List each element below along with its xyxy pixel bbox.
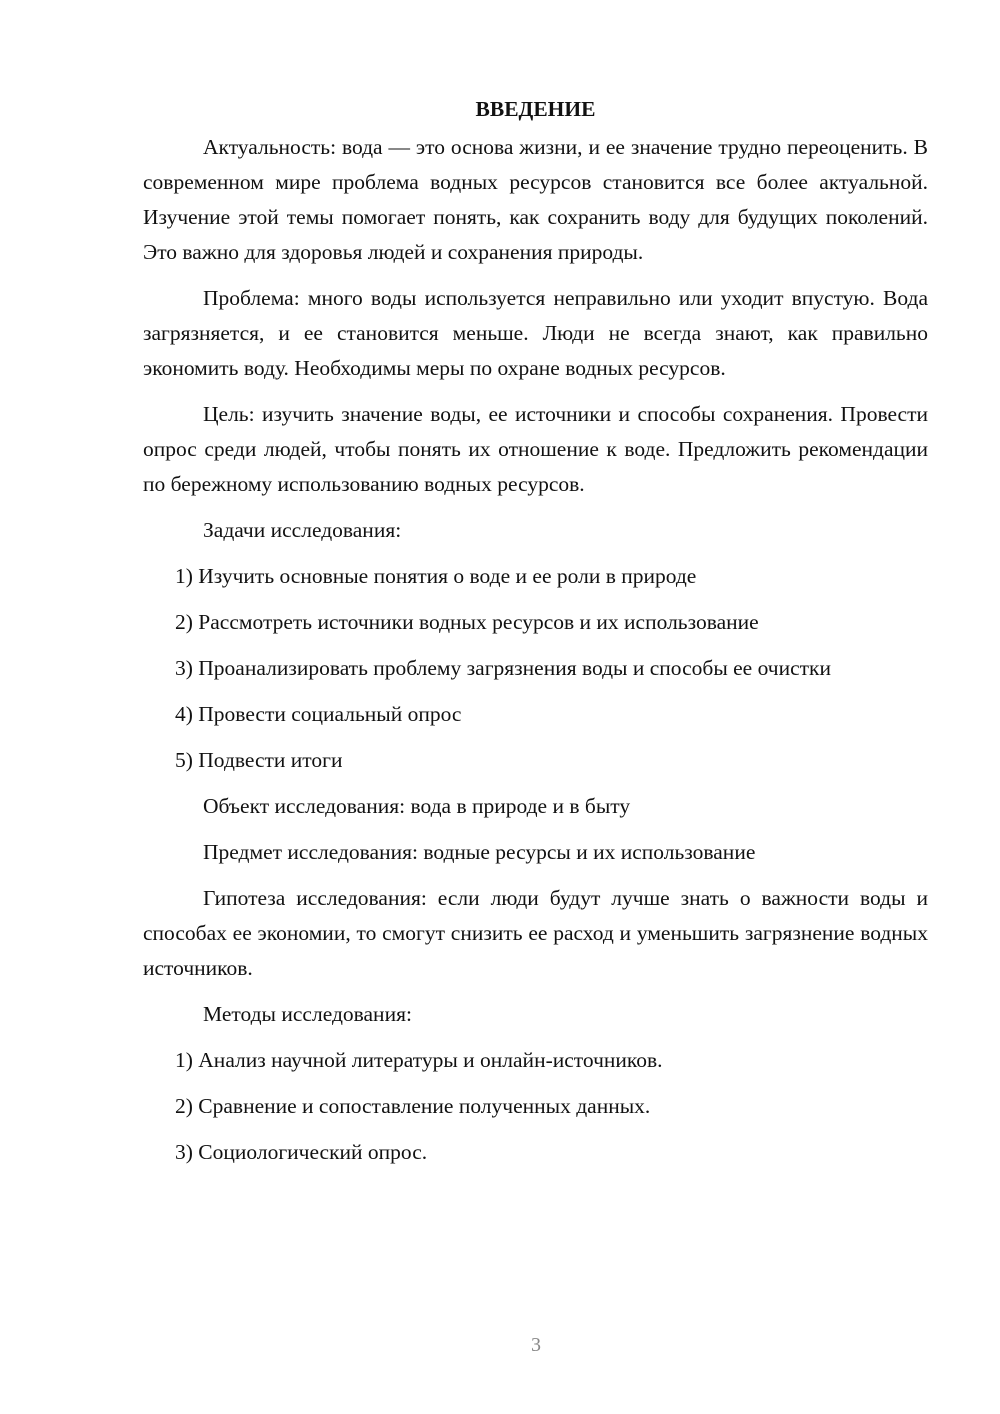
methods-title: Методы исследования: — [203, 1002, 412, 1026]
tasks-title: Задачи исследования: — [203, 518, 402, 542]
task-item-4: 4) Провести социальный опрос — [175, 702, 462, 726]
task-item-2: 2) Рассмотреть источники водных ресурсов и их использование — [175, 610, 759, 634]
research-subject: Предмет исследования: водные ресурсы и их использование — [203, 840, 756, 864]
page-number: 3 — [531, 1334, 541, 1356]
paragraph-problem: Проблема: много воды используется неправильно или уходит впустую. Вода загрязняется, и ее становится меньше. Люди не всегда знают, как правильно экономить воду. Необходимы меры по охране водных ресурсов. — [143, 286, 928, 380]
task-item-1: 1) Изучить основные понятия о воде и ее роли в природе — [175, 564, 697, 588]
document-page — [143, 92, 928, 1181]
paragraph-relevance: Актуальность: вода — это основа жизни, и ее значение трудно переоценить. В современном мире проблема водных ресурсов становится все более актуальной. Изучение этой темы помогает понять, как сохранить воду для будущих поколений. Это важно для здоровья людей и сохранения природы. — [143, 135, 928, 264]
task-item-5: 5) Подвести итоги — [175, 748, 343, 772]
page-title: ВВЕДЕНИЕ — [475, 97, 596, 121]
method-item-3: 3) Социологический опрос. — [175, 1140, 428, 1164]
task-item-3: 3) Проанализировать проблему загрязнения воды и способы ее очистки — [175, 656, 832, 680]
research-hypothesis: Гипотеза исследования: если люди будут лучше знать о важности воды и способах ее экономии, то смогут снизить ее расход и уменьшить загрязнение водных источников. — [143, 886, 928, 980]
method-item-1: 1) Анализ научной литературы и онлайн-источников. — [175, 1048, 663, 1072]
paragraph-goal: Цель: изучить значение воды, ее источники и способы сохранения. Провести опрос среди людей, чтобы понять их отношение к воде. Предложить рекомендации по бережному использованию водных ресурсов. — [143, 402, 928, 496]
method-item-2: 2) Сравнение и сопоставление полученных данных. — [175, 1094, 651, 1118]
research-object: Объект исследования: вода в природе и в быту — [203, 794, 631, 818]
